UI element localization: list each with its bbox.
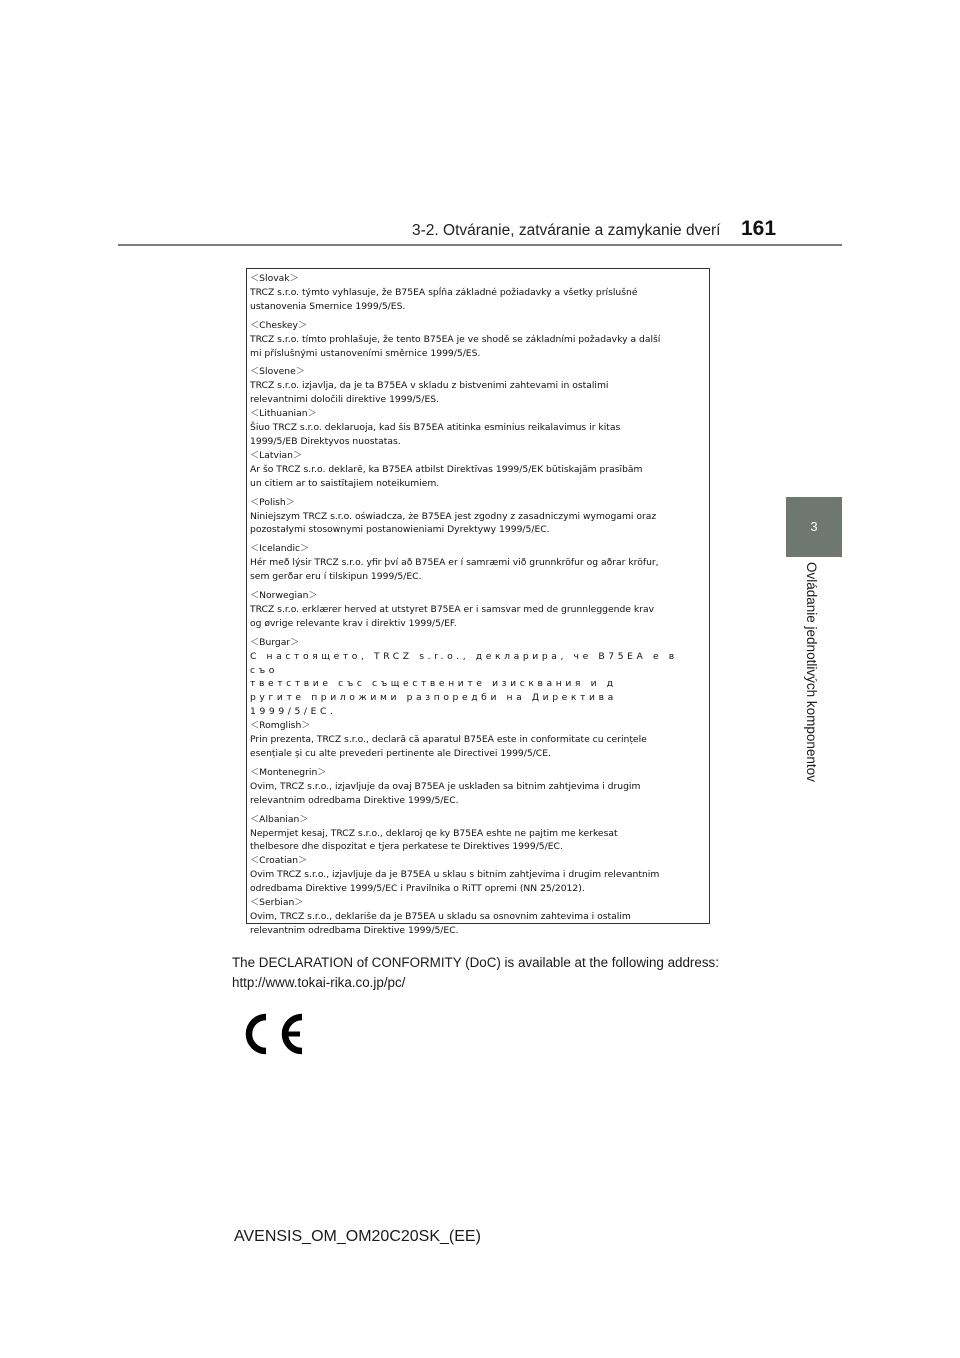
declaration-cheskey (250, 319, 709, 361)
declaration-text: Hér með lýsir TRCZ s.r.o. yfir því að B75EA er í samræmi við grunnkröfur og aðrar kröfur, sem gerðar eru í tilskipun 1999/5/EC. (250, 557, 659, 583)
declaration-text: Ovim, TRCZ s.r.o., izjavljuje da ovaj B75EA je usklađen sa bitnim zahtjevima i drugim relevantnim odredbama Direktive 1999/5/EC. (250, 780, 641, 806)
declaration-norwegian (250, 589, 709, 631)
declaration-title: ＜Norwegian＞ (250, 590, 318, 602)
declaration-montenegrin (250, 766, 709, 808)
declaration-burgar (250, 636, 709, 719)
declaration-title: ＜Burgar＞ (250, 636, 300, 648)
conformity-url: http://www.tokai-rika.co.jp/pc/ (232, 975, 406, 990)
declaration-latvian (250, 449, 709, 491)
declaration-slovak (250, 272, 709, 314)
declaration-text: TRCZ s.r.o. izjavlja, da je ta B75EA v skladu z bistvenimi zahtevami in ostalimi relevantnimi določili direktive 1999/5/ES. (250, 380, 609, 406)
chapter-tab (786, 497, 842, 557)
declaration-lithuanian (250, 407, 709, 449)
chapter-title-vertical: Ovládanie jednotlivých komponentov (804, 562, 819, 782)
declaration-box (246, 268, 710, 936)
declaration-icelandic (250, 542, 709, 584)
declaration-title: ＜Croatian＞ (250, 855, 308, 867)
declaration-text: Niniejszym TRCZ s.r.o. oświadcza, że B75EA jest zgodny z zasadniczymi wymogami oraz pozostałymi stosownymi postanowieniami Dyrektywy 1999/5/EC. (250, 510, 657, 536)
declaration-text: Nepermjet kesaj, TRCZ s.r.o., deklaroj qe ky B75EA eshte ne pajtim me kerkesat thelbesore dhe dispozitat e tjera perkatese te Direktives 1999/5/EC. (250, 827, 618, 853)
declaration-title: ＜Polish＞ (250, 496, 295, 508)
declaration-polish (250, 496, 709, 538)
declaration-title: ＜Latvian＞ (250, 449, 303, 461)
conformity-note-text: The DECLARATION of CONFORMITY (DoC) is available at the following address: (232, 955, 719, 970)
declaration-title: ＜Romglish＞ (250, 720, 311, 732)
declaration-title: ＜Cheskey＞ (250, 319, 308, 331)
declaration-text: Šiuo TRCZ s.r.o. deklaruoja, kad šis B75EA atitinka esminius reikalavimus ir kitas 1999/5/EB Direktyvos nuostatas. (250, 422, 621, 447)
declaration-title: ＜Icelandic＞ (250, 543, 310, 555)
declaration-text: Ovim TRCZ s.r.o., izjavljuje da je B75EA u sklau s bitnim zahtjevima i drugim relevantnim odredbama Direktive 1999/5/EC i Pravilnika o RiTT opremi (NN 25/2012). (250, 869, 660, 895)
declaration-title: ＜Serbian＞ (250, 897, 304, 909)
declaration-text: TRCZ s.r.o. týmto vyhlasuje, že B75EA spĺňa základné požiadavky a všetky príslušné ustanovenia Smernice 1999/5/ES. (250, 286, 638, 312)
declaration-title: ＜Albanian＞ (250, 813, 309, 825)
declaration-romglish (250, 719, 709, 761)
declaration-albanian (250, 813, 709, 855)
declaration-text: Prin prezenta, TRCZ s.r.o., declară că aparatul B75EA este in conformitate cu cerințele esențiale și cu alte prevederi pertinente ale Directivei 1999/5/CE. (250, 734, 647, 759)
declaration-text: Ovim, TRCZ s.r.o., deklariše da je B75EA u skladu sa osnovnim zahtevima i ostalim relevantnim odredbama Direktive 1999/5/EC. (250, 910, 631, 936)
declaration-text: TRCZ s.r.o. erklærer herved at utstyret B75EA er i samsvar med de grunnleggende krav og øvrige relevante krav i direktiv 1999/5/EF. (250, 603, 655, 629)
footer-doc-code: AVENSIS_OM_OM20C20SK_(EE) (234, 1228, 481, 1245)
page-number: 161 (741, 217, 777, 240)
declaration-title: ＜Slovene＞ (250, 366, 305, 378)
declaration-croatian (250, 854, 709, 896)
declaration-text: TRCZ s.r.o. tímto prohlašuje, že tento B75EA je ve shodě se základními požadavky a další mi příslušnými ustanoveními směrnice 1999/5/ES. (250, 333, 661, 359)
chapter-tab-number: 3 (810, 519, 818, 534)
declaration-title: ＜Montenegrin＞ (250, 766, 327, 778)
ce-mark-icon (236, 1010, 306, 1058)
declaration-title: ＜Lithuanian＞ (250, 408, 317, 420)
section-header: 3-2. Otváranie, zatváranie a zamykanie dverí (412, 222, 721, 239)
declaration-title: ＜Slovak＞ (250, 273, 299, 284)
header-rule (118, 244, 842, 246)
declaration-text: Ar šo TRCZ s.r.o. deklarē, ka B75EA atbilst Direktīvas 1999/5/EK būtiskajām prasībām un citiem ar to saistītajiem noteikumiem. (250, 463, 643, 489)
declaration-slovene (250, 365, 709, 407)
declaration-serbian (250, 896, 709, 938)
conformity-note (232, 953, 719, 993)
declaration-text: С настоящето, TRCZ s.r.o., декларира, че B75EA е в съо тветствие със съществените изисквания и д ругите приложими разпоредби на Директива 1999/5/ЕС. (250, 650, 678, 718)
